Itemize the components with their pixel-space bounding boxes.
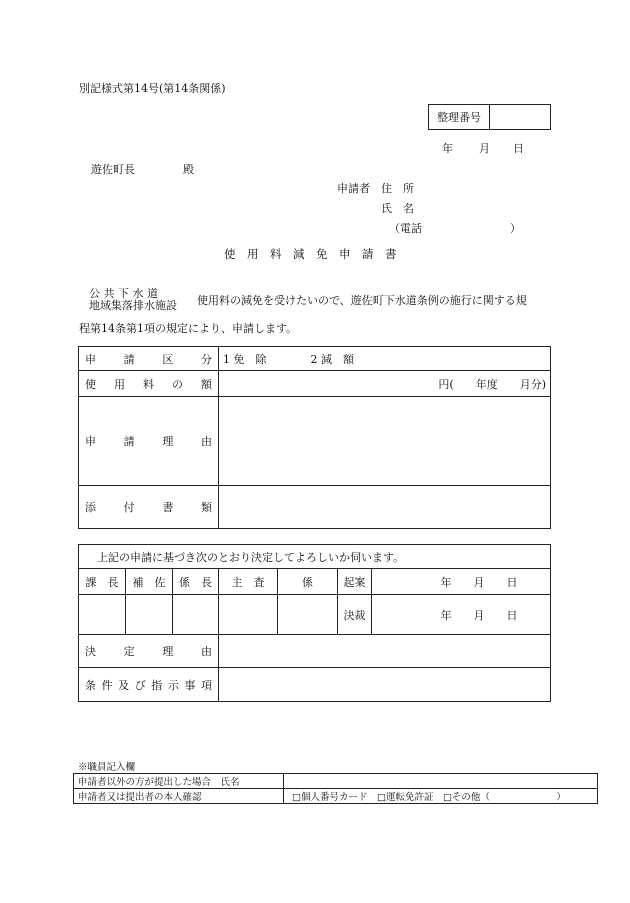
stamp-deputy[interactable] [126,595,173,635]
staff-section-title: ※職員記入欄 [78,762,136,773]
stamp-section-chief[interactable] [79,595,126,635]
draft-date[interactable]: 年 月 日 [372,569,551,595]
date-day: 日 [513,142,524,155]
conditions-label: 条件及び指示事項 [79,668,219,702]
applicant-phone-close: ） [510,222,521,235]
fee-value[interactable]: 円( 年度 月分) [219,371,551,397]
category-value[interactable]: 1 免 除 2 減 額 [219,347,551,371]
staff-proxy-value[interactable] [284,774,598,789]
addressee-name: 遊佐町長 [91,163,135,176]
category-label: 申 請 区 分 [79,347,219,371]
approve-date[interactable]: 年 月 日 [372,595,551,635]
applicant-phone-open: （電話 [389,222,422,235]
intro-line-2: 程第14条第1項の規定により、申請します。 [79,322,298,335]
role-deputy: 補 佐 [126,569,173,595]
staff-proxy-label: 申請者以外の方が提出した場合 氏名 [74,774,284,789]
applicant-address-label: 住 所 [381,182,414,195]
stamp-inspector[interactable] [219,595,278,635]
intro-option-community-drainage: 地域集落排水施設 [89,299,177,312]
date-month: 月 [479,142,490,155]
stamp-staff[interactable] [278,595,338,635]
reason-label: 申 請 理 由 [79,397,219,486]
document-title: 使 用 料 減 免 申 請 書 [224,247,397,261]
decision-reason-label: 決 定 理 由 [79,635,219,668]
form-number: 別記様式第14号(第14条関係) [79,82,226,95]
approve-label: 決裁 [338,595,372,635]
role-inspector: 主 査 [219,569,278,595]
applicant-name-label: 氏 名 [381,202,414,215]
role-staff: 係 [278,569,338,595]
draft-label: 起案 [338,569,372,595]
staff-identity-options[interactable]: □個人番号カード □運転免許証 □その他（ ） [284,789,598,804]
date-year: 年 [442,142,453,155]
control-number-value[interactable] [490,105,551,130]
intro-option-public-sewer: 公 共 下 水 道 [89,287,158,300]
attachments-label: 添 付 書 類 [79,486,219,529]
stamp-unit-chief[interactable] [173,595,219,635]
applicant-role: 申請者 [337,182,370,195]
control-number-label: 整理番号 [429,105,490,130]
attachments-value[interactable] [219,486,551,529]
fee-label: 使 用 料 の 額 [79,371,219,397]
control-number-box [428,104,551,130]
decision-statement: 上記の申請に基づき次のとおり決定してよろしいか伺います。 [79,545,551,569]
reason-value[interactable] [219,397,551,486]
conditions-value[interactable] [219,668,551,702]
intro-line-1: 使用料の減免を受けたいので、遊佐町下水道条例の施行に関する規 [197,294,527,307]
application-table [78,346,551,529]
staff-identity-label: 申請者又は提出者の本人確認 [74,789,284,804]
decision-reason-value[interactable] [219,635,551,668]
decision-table [78,544,551,702]
staff-table [73,773,598,804]
role-unit-chief: 係 長 [173,569,219,595]
role-section-chief: 課 長 [79,569,126,595]
addressee-honorific: 殿 [183,163,194,176]
